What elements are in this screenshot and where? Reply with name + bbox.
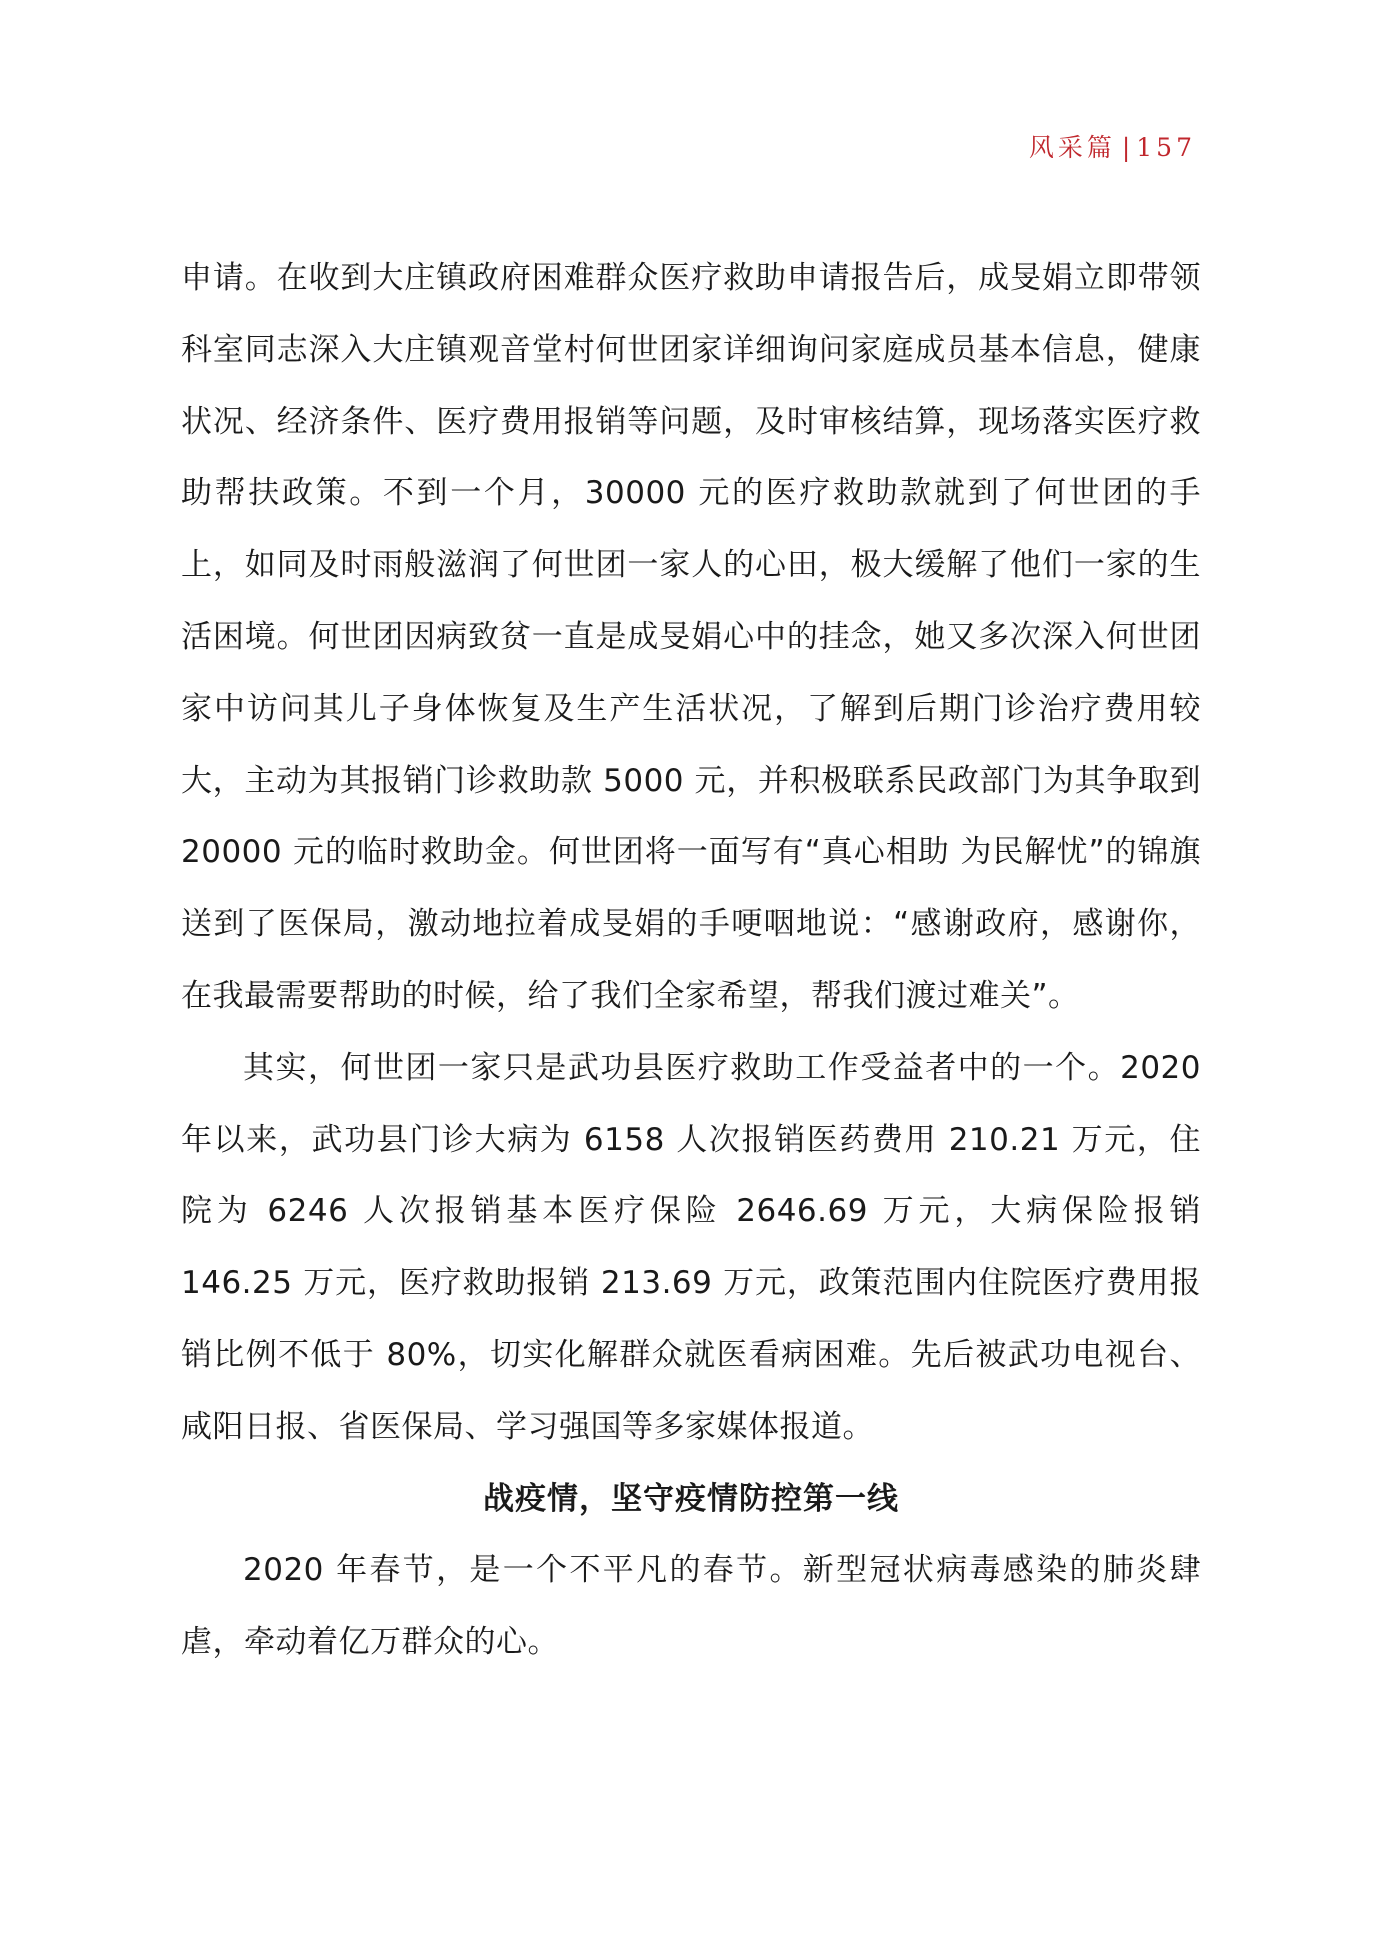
section-title: 风采篇 <box>1028 133 1116 162</box>
paragraph-spring-festival: 2020 年春节，是一个不平凡的春节。新型冠状病毒感染的肺炎肆虐，牵动着亿万群众的心。 <box>181 1552 1201 1661</box>
paragraph-statistics: 其实，何世团一家只是武功县医疗救助工作受益者中的一个。2020 年以来，武功县门诊大病为 6158 人次报销医药费用 210.21 万元，住院为 6246 人次报销基本医疗保险 2646.69 万元，大病保险报销 146.25 万元，医疗救助报销 213.69 万元，政策范围内住院医疗费用报销比例不低于 80%，切实化解群众就医看病困难。先后被武功电视台、咸阳日报、省医保局、学习强国等多家媒体报道。 <box>181 1049 1201 1445</box>
page-number: 157 <box>1136 133 1196 162</box>
section-heading: 战疫情，坚守疫情防控第一线 <box>483 1480 899 1517</box>
header-separator: | <box>1121 133 1131 162</box>
paragraph-continuation: 申请。在收到大庄镇政府困难群众医疗救助申请报告后，成旻娟立即带领科室同志深入大庄镇观音堂村何世团家详细询问家庭成员基本信息，健康状况、经济条件、医疗费用报销等问题，及时审核结算，现场落实医疗救助帮扶政策。不到一个月，30000 元的医疗救助款就到了何世团的手上，如同及时雨般滋润了何世团一家人的心田，极大缓解了他们一家的生活困境。何世团因病致贫一直是成旻娟心中的挂念，她又多次深入何世团家中访问其儿子身体恢复及生产生活状况，了解到后期门诊治疗费用较大，主动为其报销门诊救助款 5000 元，并积极联系民政部门为其争取到 20000 元的临时救助金。何世团将一面写有“真心相助 为民解忧”的锦旗送到了医保局，激动地拉着成旻娟的手哽咽地说：“感谢政府，感谢你，在我最需要帮助的时候，给了我们全家希望，帮我们渡过难关”。 <box>181 260 1201 1014</box>
body-text <box>181 243 1201 1679</box>
running-header <box>1029 128 1196 164</box>
